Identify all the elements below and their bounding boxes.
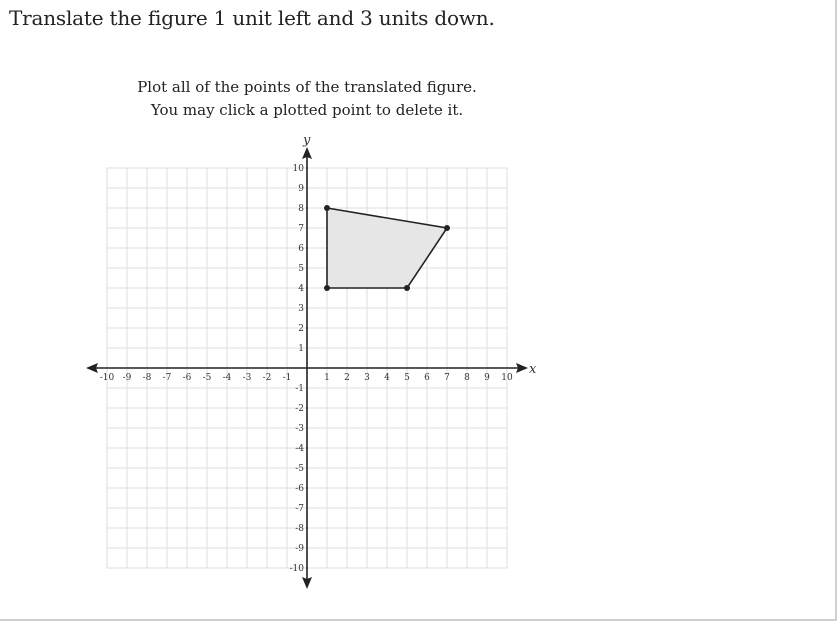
x-tick-label: -5 xyxy=(202,373,212,383)
y-tick-label: -7 xyxy=(295,504,304,514)
x-tick-label: -8 xyxy=(142,373,152,383)
figure-vertex-point[interactable] xyxy=(404,285,410,291)
x-tick-label: 6 xyxy=(424,373,430,383)
y-tick-label: 5 xyxy=(298,264,304,274)
x-tick-label: -3 xyxy=(242,373,252,383)
x-axis-label: x xyxy=(529,362,537,377)
y-tick-label: 10 xyxy=(292,164,304,174)
x-tick-label: 3 xyxy=(364,373,370,383)
x-tick-label: -10 xyxy=(99,373,115,383)
x-tick-label: -2 xyxy=(262,373,272,383)
y-tick-label: 2 xyxy=(298,324,304,334)
y-tick-label: 8 xyxy=(298,204,304,214)
x-tick-label: -6 xyxy=(182,373,192,383)
x-tick-label: 10 xyxy=(501,373,513,383)
x-tick-label: 2 xyxy=(344,373,350,383)
figure-vertex-point[interactable] xyxy=(324,285,330,291)
y-tick-label: -9 xyxy=(295,544,304,554)
y-tick-label: -6 xyxy=(295,484,304,494)
question-text: Translate the figure 1 unit left and 3 units down. xyxy=(9,6,495,30)
instructions-line-2: You may click a plotted point to delete it. xyxy=(150,101,464,119)
x-tick-label: -9 xyxy=(122,373,132,383)
y-tick-label: 7 xyxy=(298,224,304,234)
figure-vertex-point[interactable] xyxy=(444,225,450,231)
x-tick-label: -4 xyxy=(222,373,232,383)
y-tick-label: -4 xyxy=(295,444,304,454)
y-tick-label: -5 xyxy=(295,464,304,474)
y-tick-label: -3 xyxy=(295,424,304,434)
y-tick-label: -1 xyxy=(295,384,304,394)
x-tick-label: 4 xyxy=(384,373,390,383)
x-tick-label: 7 xyxy=(444,373,450,383)
y-tick-label: 6 xyxy=(298,244,304,254)
figure-vertex-point[interactable] xyxy=(324,205,330,211)
x-tick-label: -7 xyxy=(162,373,172,383)
x-tick-label: -1 xyxy=(282,373,292,383)
y-tick-label: 4 xyxy=(298,284,304,294)
y-tick-label: -10 xyxy=(289,564,304,574)
y-axis-label: y xyxy=(303,133,311,148)
x-tick-label: 5 xyxy=(404,373,410,383)
x-tick-label: 1 xyxy=(324,373,330,383)
x-tick-label: 8 xyxy=(464,373,470,383)
y-tick-label: 9 xyxy=(298,184,304,194)
instructions-line-1: Plot all of the points of the translated figure. xyxy=(137,78,477,96)
x-tick-label: 9 xyxy=(484,373,490,383)
y-tick-label: 3 xyxy=(298,304,304,314)
y-tick-label: -8 xyxy=(295,524,304,534)
y-tick-label: 1 xyxy=(298,344,304,354)
y-tick-label: -2 xyxy=(295,404,304,414)
